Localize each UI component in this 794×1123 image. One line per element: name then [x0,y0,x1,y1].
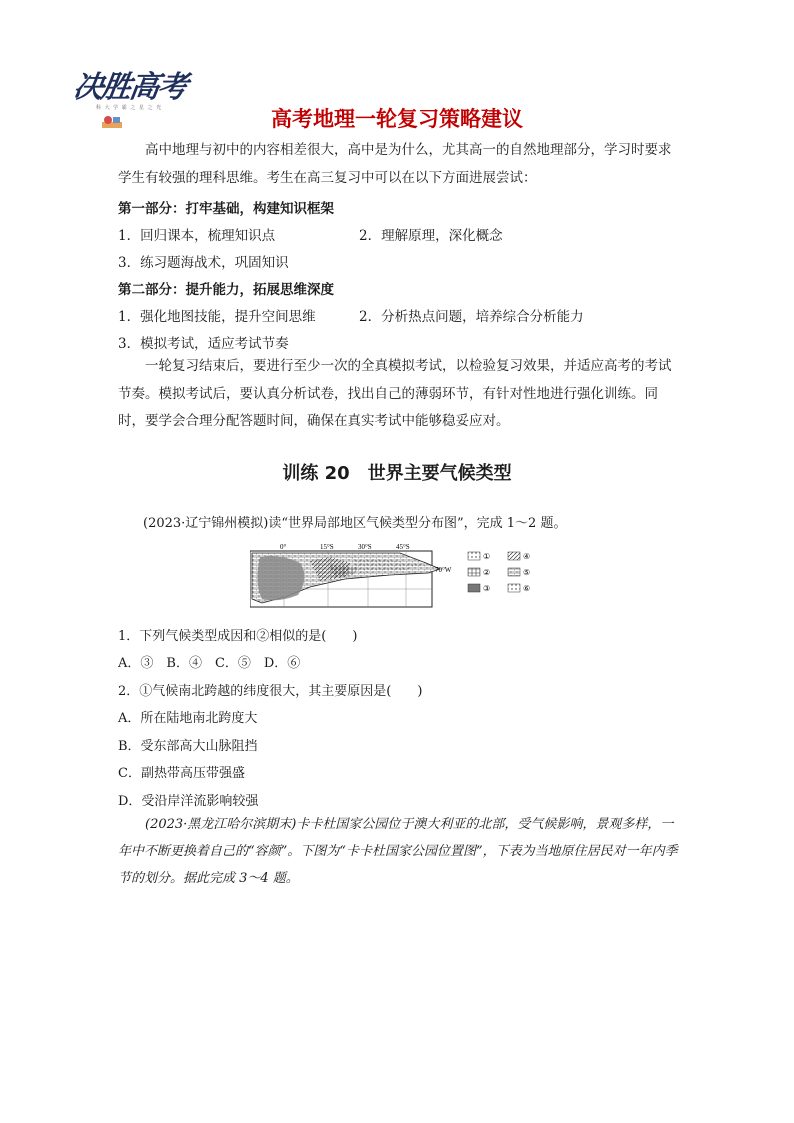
legend-label-3: ③ [483,584,491,593]
part2-item-2: 2．分析热点问题，培养综合分析能力 [359,309,584,325]
question-intro-1: (2023·辽宁锦州模拟)读“世界局部地区气候类型分布图”，完成 1～2 题。 [143,516,567,531]
part2-item-3: 3．模拟考试，适应考试节奏 [118,336,289,352]
legend-swatch-6 [508,584,520,592]
lat-label-45s: 45°S [396,543,410,551]
part1-item-3: 3．练习题海战术，巩固知识 [118,255,289,271]
question-2-option-b: B．受东部高大山脉阻挡 [118,739,258,754]
question-2-stem: 2．①气候南北跨越的纬度很大，其主要原因是( ) [118,684,423,699]
part1-item-1: 1．回归课本，梳理知识点 [118,228,276,244]
legend-swatch-3 [468,584,480,592]
lon-label-70w: 70°W [435,566,452,574]
legend-swatch-2 [468,568,480,576]
part1-heading: 第一部分：打牢基础，构建知识框架 [118,201,334,217]
climate-type-map [250,543,550,609]
legend-swatch-4 [508,552,520,560]
lat-label-30s: 30°S [358,543,372,551]
part1-item-2: 2．理解原理，深化概念 [359,228,503,244]
part2-item-1: 1．强化地图技能，提升空间思维 [118,309,316,325]
question-2-option-d: D．受沿岸洋流影响较强 [118,794,259,809]
question-1-options: A．③ B．④ C．⑤ D．⑥ [118,656,301,671]
question-2-option-a: A．所在陆地南北跨度大 [118,711,258,726]
legend-label-2: ② [483,568,491,577]
lat-label-0: 0° [280,543,287,551]
mock-exam-paragraph: 一轮复习结束后，要进行至少一次的全真模拟考试，以检验复习效果，并适应高考的考试节奏。模拟考试后，要认真分析试卷，找出自己的薄弱环节，有针对性地进行强化训练。同时，要学会合理分配答题时间，确保在真实考试中能够稳妥应对。 [118,358,672,429]
question-1-stem: 1．下列气候类型成因和②相似的是( ) [118,629,358,644]
part2-heading: 第二部分：提升能力，拓展思维深度 [118,282,334,298]
page-title: 高考地理一轮复习策略建议 [271,107,523,131]
logo-subtext: 科 大 学 霸 之 星 之 光 [96,105,163,111]
legend-swatch-5 [508,568,520,576]
legend-swatch-1 [468,552,480,560]
question-2-option-c: C．副热带高压带强盛 [118,766,245,781]
intro-paragraph: 高中地理与初中的内容相差很大，高中是为什么，尤其高一的自然地理部分，学习时要求学生有较强的理科思维。考生在高三复习中可以在以下方面进展尝试： [118,142,672,186]
logo-text: 决胜高考 [71,70,188,105]
section-title: 训练 20 世界主要气候类型 [282,463,512,484]
legend-label-6: ⑥ [523,584,531,593]
legend-label-1: ① [483,552,491,561]
lat-label-15s: 15°S [320,543,334,551]
legend-label-5: ⑤ [523,568,531,577]
legend [468,552,530,593]
legend-label-4: ④ [523,552,531,561]
question-3-intro: (2023·黑龙江哈尔滨期末)卡卡杜国家公园位于澳大利亚的北部，受气候影响，景观多样，一年中不断更换着自己的“容颜”。下图为“卡卡杜国家公园位置图”，下表为当地原住居民对一年内季节的划分。据此完成 3～4 题。 [118,817,678,886]
